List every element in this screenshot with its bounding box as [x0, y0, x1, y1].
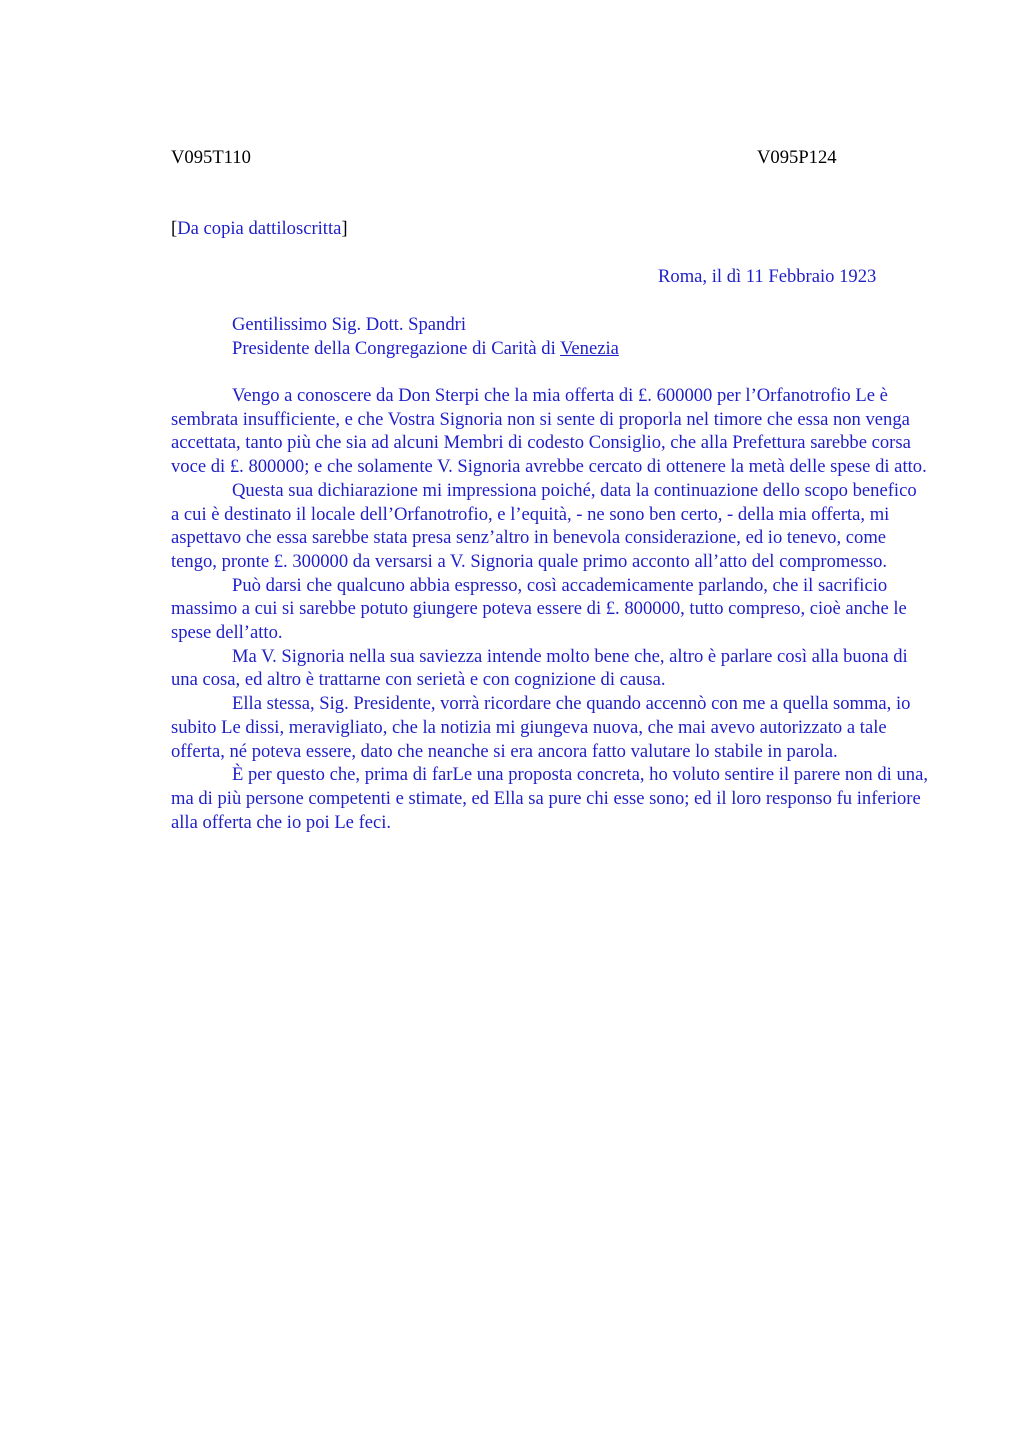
- paragraph: Ella stessa, Sig. Presidente, vorrà ricordare che quando accennò con me a quella somma, io subito Le dissi, meravigliato, che la notizia mi giungeva nuova, che mai avevo autorizzato a tale offerta, né poteva essere, dato che neanche si era ancora fatto valutare lo stabile in parola.: [171, 693, 911, 762]
- addressee-line-1: Gentilissimo Sig. Dott. Spandri: [232, 314, 466, 335]
- source-open-bracket: [: [171, 218, 178, 239]
- source-close-bracket: ]: [341, 218, 348, 239]
- addressee-line-2: [232, 337, 619, 361]
- paragraph: Ma V. Signoria nella sua saviezza intende molto bene che, altro è parlare così alla buona di una cosa, ed altro è trattarne con serietà e con cognizione di causa.: [171, 645, 908, 691]
- addressee-city: Venezia: [560, 338, 619, 359]
- source-note: [171, 218, 348, 240]
- addressee-line-2-prefix: Presidente della Congregazione di Carità di: [232, 338, 561, 359]
- paragraph: Vengo a conoscere da Don Sterpi che la mia offerta di £. 600000 per l’Orfanotrofio Le è sembrata insufficiente, e che Vostra Signoria non si sente di proporla nel timore che essa non venga accettata, tanto più che sia ad alcuni Membri di codesto Consiglio, che alla Prefettura sarebbe corsa voce di £. 800000; e che solamente V. Signoria avrebbe cercato di ottenere la metà delle spese di atto.: [171, 385, 927, 478]
- document-code-left: V095T110: [171, 147, 251, 168]
- date-line: Roma, il dì 11 Febbraio 1923: [658, 266, 877, 287]
- letter-body: [171, 384, 929, 834]
- source-note-text: Da copia dattiloscritta: [177, 218, 342, 239]
- document-code-right: V095P124: [757, 147, 837, 168]
- paragraph: È per questo che, prima di farLe una proposta concreta, ho voluto sentire il parere non di una, ma di più persone competenti e stimate, ed Ella sa pure chi esse sono; ed il loro responso fu inferiore alla offerta che io poi Le feci.: [171, 764, 928, 833]
- paragraph: Può darsi che qualcuno abbia espresso, così accademicamente parlando, che il sacrificio massimo a cui si sarebbe potuto giungere poteva essere di £. 800000, tutto compreso, cioè anche le spese dell’atto.: [171, 574, 907, 644]
- paragraph: Questa sua dichiarazione mi impressiona poiché, data la continuazione dello scopo benefico a cui è destinato il locale dell’Orfanotrofio, e l’equità, - ne sono ben certo, - della mia offerta, mi aspettavo che essa sarebbe stata presa senz’altro in benevola considerazione, ed io tenevo, come tengo, pronte £. 300000 da versarsi a V. Signoria quale primo acconto all’atto del compromesso.: [171, 479, 917, 572]
- addressee-block: [232, 313, 619, 361]
